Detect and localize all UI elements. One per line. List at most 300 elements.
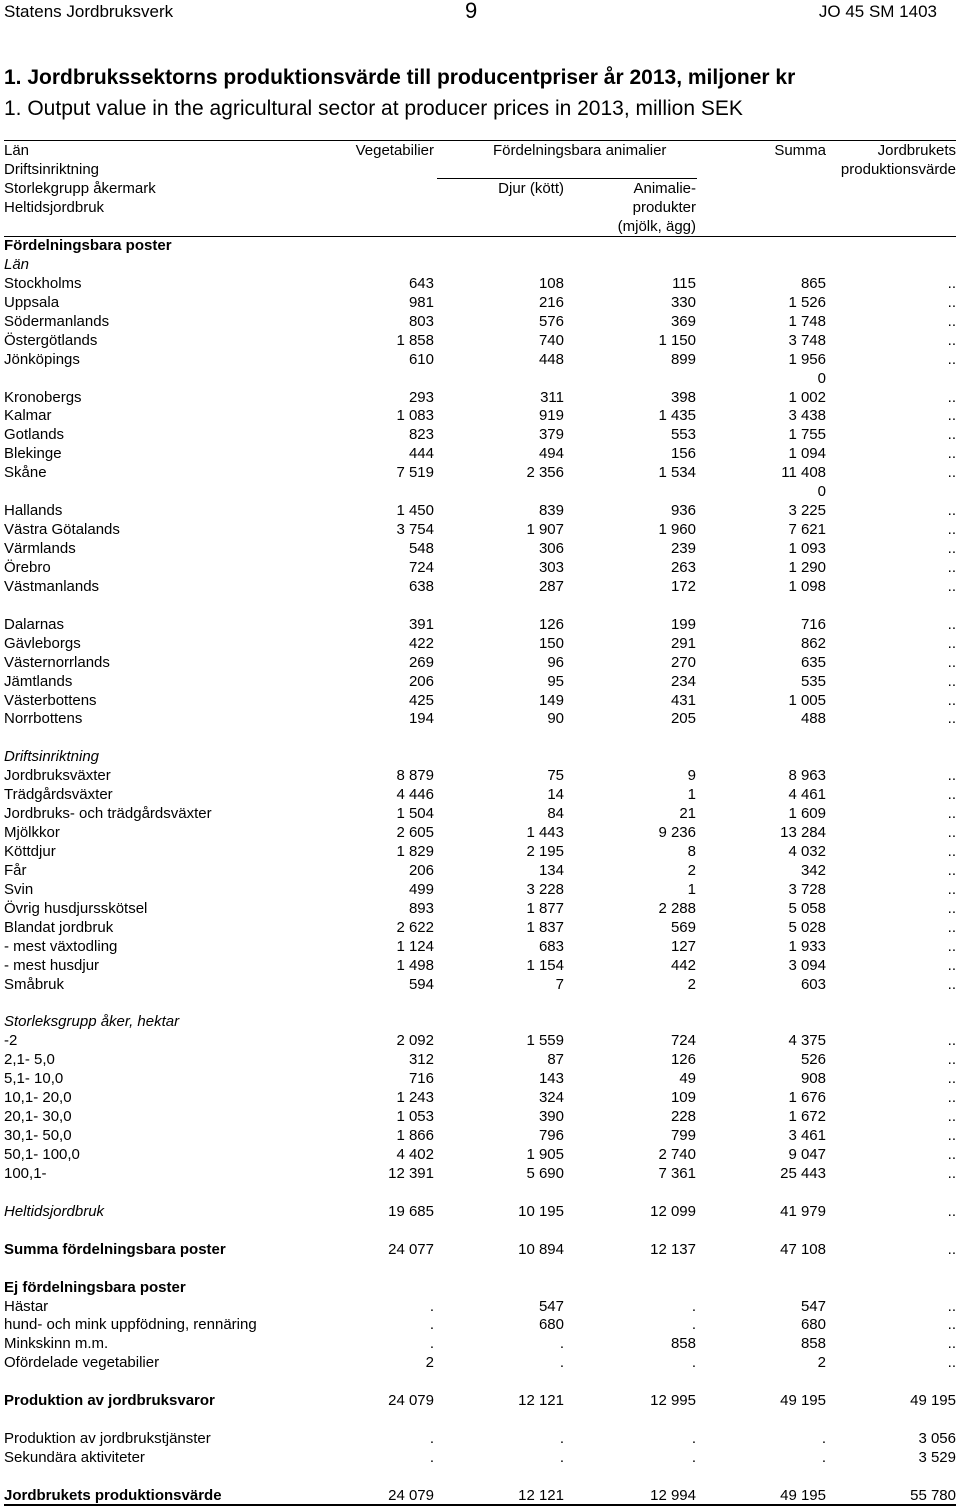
- table-row: [0, 1127, 960, 1146]
- table-row: [0, 616, 960, 635]
- cell-produktionsvarde: 3 056: [918, 1430, 956, 1448]
- cell-animalieprodukter: .: [691, 1297, 696, 1315]
- row-label: Jordbruksväxter: [4, 767, 111, 785]
- cell-produktionsvarde: ..: [947, 1202, 956, 1220]
- cell-summa: 1 002: [788, 388, 826, 406]
- table-row: [0, 1013, 960, 1032]
- cell-vegetabilier: 4 402: [396, 1146, 434, 1163]
- table-row: [0, 502, 960, 521]
- cell-produktionsvarde: ..: [947, 615, 956, 633]
- cell-summa: 547: [800, 1297, 826, 1315]
- table-row: [0, 1184, 960, 1203]
- cell-produktionsvarde: 55 780: [910, 1486, 956, 1504]
- row-label: Jämtlands: [4, 672, 73, 690]
- cell-summa: 488: [800, 710, 826, 728]
- cell-animalieprodukter: 234: [670, 672, 696, 690]
- row-label: Jordbrukets produktionsvärde: [4, 1486, 222, 1504]
- cell-produktionsvarde: ..: [947, 956, 956, 974]
- cell-summa: 41 979: [780, 1202, 826, 1220]
- cell-animalieprodukter: 442: [670, 956, 696, 974]
- cell-vegetabilier: 444: [408, 445, 434, 463]
- cell-vegetabilier: .: [429, 1449, 434, 1466]
- table-row: [0, 1260, 960, 1279]
- cell-produktionsvarde: ..: [947, 293, 956, 311]
- table-row: [0, 351, 960, 370]
- cell-produktionsvarde: ..: [947, 521, 956, 539]
- table-row: [0, 521, 960, 540]
- cell-summa: 526: [800, 1051, 826, 1069]
- cell-vegetabilier: 8 879: [396, 767, 434, 785]
- table-row: [0, 824, 960, 843]
- cell-produktionsvarde: ..: [947, 1297, 956, 1315]
- cell-animalieprodukter: 7 361: [658, 1164, 696, 1182]
- cell-vegetabilier: 2 092: [396, 1032, 434, 1050]
- cell-summa: 603: [800, 975, 826, 993]
- cell-summa: 1 748: [788, 312, 826, 330]
- cell-animalieprodukter: 21: [679, 805, 696, 823]
- cell-vegetabilier: 803: [408, 312, 434, 330]
- cell-summa: 1 755: [788, 426, 826, 444]
- cell-produktionsvarde: ..: [947, 1335, 956, 1353]
- cell-animalieprodukter: 127: [670, 937, 696, 955]
- cell-summa: 858: [800, 1335, 826, 1353]
- row-label: Värmlands: [4, 540, 76, 557]
- row-label: Blandat jordbruk: [4, 918, 114, 936]
- col-header-produktionsvarde: produktionsvärde: [840, 161, 956, 178]
- cell-animalieprodukter: 569: [670, 918, 696, 936]
- cell-djur-kott: 1 443: [526, 824, 564, 842]
- cell-animalieprodukter: 724: [670, 1032, 696, 1050]
- cell-djur-kott: 12 121: [518, 1392, 564, 1410]
- cell-vegetabilier: 499: [408, 880, 434, 898]
- table-row: [0, 275, 960, 294]
- cell-produktionsvarde: ..: [947, 1146, 956, 1163]
- cell-summa: 0: [817, 483, 826, 501]
- table-title-swedish: 1. Jordbrukssektorns produktionsvärde till producentpriser år 2013, miljoner kr: [4, 66, 796, 89]
- cell-summa: 1 093: [788, 540, 826, 557]
- cell-summa: 3 461: [788, 1127, 826, 1145]
- cell-animalieprodukter: 1 960: [658, 521, 696, 539]
- table-row: [0, 692, 960, 711]
- cell-vegetabilier: 1 243: [396, 1089, 434, 1107]
- cell-produktionsvarde: ..: [947, 445, 956, 463]
- cell-produktionsvarde: ..: [947, 464, 956, 482]
- table-row: [0, 654, 960, 673]
- cell-vegetabilier: 194: [408, 710, 434, 728]
- page-number: 9: [465, 0, 478, 23]
- cell-animalieprodukter: 270: [670, 653, 696, 671]
- table-row: [0, 578, 960, 597]
- cell-vegetabilier: 724: [408, 558, 434, 576]
- cell-animalieprodukter: 431: [670, 691, 696, 709]
- cell-djur-kott: .: [559, 1430, 564, 1448]
- cell-produktionsvarde: ..: [947, 312, 956, 330]
- table-row: [0, 370, 960, 389]
- table-row: [0, 445, 960, 464]
- cell-vegetabilier: 981: [408, 293, 434, 311]
- cell-vegetabilier: 1 124: [396, 937, 434, 955]
- cell-djur-kott: 134: [538, 861, 564, 879]
- cell-animalieprodukter: 126: [670, 1051, 696, 1069]
- row-label: Sekundära aktiviteter: [4, 1449, 145, 1466]
- cell-produktionsvarde: ..: [947, 1051, 956, 1069]
- cell-vegetabilier: 12 391: [388, 1164, 434, 1182]
- cell-djur-kott: 919: [538, 407, 564, 425]
- cell-summa: 4 375: [788, 1032, 826, 1050]
- cell-summa: 3 094: [788, 956, 826, 974]
- cell-animalieprodukter: 12 099: [650, 1202, 696, 1220]
- cell-vegetabilier: 2: [425, 1354, 434, 1372]
- cell-djur-kott: 839: [538, 502, 564, 520]
- cell-vegetabilier: 24 079: [388, 1486, 434, 1504]
- cell-djur-kott: 324: [538, 1089, 564, 1107]
- table-row: [0, 597, 960, 616]
- cell-vegetabilier: .: [429, 1297, 434, 1315]
- cell-djur-kott: .: [559, 1449, 564, 1466]
- cell-summa: 49 195: [780, 1486, 826, 1504]
- table-row: [0, 1108, 960, 1127]
- page-header: [0, 0, 960, 24]
- row-label: Uppsala: [4, 293, 60, 311]
- cell-animalieprodukter: 2: [687, 975, 696, 993]
- row-label: Jordbruks- och trädgårdsväxter: [4, 805, 212, 823]
- table-row: [0, 957, 960, 976]
- cell-vegetabilier: 293: [408, 388, 434, 406]
- row-label: Blekinge: [4, 445, 62, 463]
- row-label: Övrig husdjursskötsel: [4, 899, 148, 917]
- cell-produktionsvarde: ..: [947, 1089, 956, 1107]
- cell-summa: 7 621: [788, 521, 826, 539]
- cell-vegetabilier: 716: [408, 1070, 434, 1088]
- table-row: [0, 389, 960, 408]
- row-label: Skåne: [4, 464, 47, 482]
- cell-produktionsvarde: ..: [947, 653, 956, 671]
- cell-produktionsvarde: ..: [947, 805, 956, 823]
- cell-vegetabilier: 643: [408, 274, 434, 292]
- table-row: [0, 748, 960, 767]
- cell-djur-kott: 306: [538, 540, 564, 557]
- cell-produktionsvarde: ..: [947, 937, 956, 955]
- cell-produktionsvarde: ..: [947, 388, 956, 406]
- cell-djur-kott: .: [559, 1335, 564, 1353]
- cell-summa: 4 032: [788, 843, 826, 860]
- cell-summa: 680: [800, 1316, 826, 1334]
- cell-animalieprodukter: 109: [670, 1089, 696, 1107]
- table-row: [0, 843, 960, 862]
- cell-animalieprodukter: 2 740: [658, 1146, 696, 1163]
- table-row: [0, 1316, 960, 1335]
- table-row: [0, 1203, 960, 1222]
- cell-summa: 862: [800, 634, 826, 652]
- row-label: Södermanlands: [4, 312, 110, 330]
- row-label: Svin: [4, 880, 34, 898]
- cell-produktionsvarde: 49 195: [910, 1392, 956, 1410]
- row-label: Småbruk: [4, 975, 65, 993]
- table-row: [0, 862, 960, 881]
- cell-produktionsvarde: ..: [947, 274, 956, 292]
- cell-djur-kott: 390: [538, 1108, 564, 1126]
- cell-djur-kott: 96: [547, 653, 564, 671]
- row-label: Får: [4, 861, 27, 879]
- cell-vegetabilier: 823: [408, 426, 434, 444]
- row-label: Ej fördelningsbara poster: [4, 1278, 186, 1296]
- cell-vegetabilier: 425: [408, 691, 434, 709]
- cell-vegetabilier: 3 754: [396, 521, 434, 539]
- cell-animalieprodukter: 9: [687, 767, 696, 785]
- cell-vegetabilier: 1 504: [396, 805, 434, 823]
- col-header-animalier-group: Fördelningsbara animalier: [493, 142, 667, 159]
- cell-animalieprodukter: 553: [670, 426, 696, 444]
- cell-djur-kott: 2 195: [526, 843, 564, 860]
- cell-summa: 342: [800, 861, 826, 879]
- cell-produktionsvarde: ..: [947, 861, 956, 879]
- cell-animalieprodukter: .: [691, 1354, 696, 1372]
- table-row: [0, 559, 960, 578]
- cell-animalieprodukter: .: [691, 1449, 696, 1466]
- cell-animalieprodukter: .: [691, 1316, 696, 1334]
- cell-animalieprodukter: 12 995: [650, 1392, 696, 1410]
- cell-vegetabilier: 548: [408, 540, 434, 557]
- table-row: [0, 1089, 960, 1108]
- cell-summa: 5 028: [788, 918, 826, 936]
- cell-produktionsvarde: ..: [947, 1127, 956, 1145]
- cell-animalieprodukter: 398: [670, 388, 696, 406]
- cell-summa: 1 005: [788, 691, 826, 709]
- cell-djur-kott: 379: [538, 426, 564, 444]
- cell-summa: 716: [800, 615, 826, 633]
- table-row: [0, 1449, 960, 1468]
- cell-djur-kott: 149: [538, 691, 564, 709]
- cell-vegetabilier: 1 829: [396, 843, 434, 860]
- cell-summa: 4 461: [788, 786, 826, 804]
- cell-summa: 1 609: [788, 805, 826, 823]
- cell-summa: 1 933: [788, 937, 826, 955]
- cell-summa: 13 284: [780, 824, 826, 842]
- cell-animalieprodukter: 1 534: [658, 464, 696, 482]
- row-label: 100,1-: [4, 1164, 47, 1182]
- row-label: Norrbottens: [4, 710, 83, 728]
- cell-produktionsvarde: ..: [947, 540, 956, 557]
- cell-vegetabilier: 610: [408, 350, 434, 368]
- cell-vegetabilier: 594: [408, 975, 434, 993]
- cell-vegetabilier: 4 446: [396, 786, 434, 804]
- cell-summa: 47 108: [780, 1240, 826, 1258]
- table-row: [0, 919, 960, 938]
- row-label: Län: [4, 255, 30, 273]
- cell-djur-kott: 448: [538, 350, 564, 368]
- cell-vegetabilier: .: [429, 1430, 434, 1448]
- row-label: 2,1- 5,0: [4, 1051, 55, 1069]
- cell-produktionsvarde: ..: [947, 691, 956, 709]
- cell-summa: 1 094: [788, 445, 826, 463]
- col-header-animalieprodukter-3: (mjölk, ägg): [617, 218, 696, 235]
- table-row: [0, 1392, 960, 1411]
- row-label: 5,1- 10,0: [4, 1070, 64, 1088]
- table-row: [0, 1165, 960, 1184]
- table-row: [0, 1222, 960, 1241]
- cell-summa: 25 443: [780, 1164, 826, 1182]
- cell-vegetabilier: 24 079: [388, 1392, 434, 1410]
- cell-djur-kott: 84: [547, 805, 564, 823]
- row-label: Västernorrlands: [4, 653, 110, 671]
- cell-summa: 635: [800, 653, 826, 671]
- cell-animalieprodukter: 291: [670, 634, 696, 652]
- cell-vegetabilier: 1 083: [396, 407, 434, 425]
- table-row: [0, 313, 960, 332]
- cell-produktionsvarde: ..: [947, 426, 956, 444]
- cell-summa: 1 676: [788, 1089, 826, 1107]
- cell-animalieprodukter: 1: [687, 786, 696, 804]
- cell-summa: 3 438: [788, 407, 826, 425]
- cell-djur-kott: 311: [540, 388, 564, 406]
- row-label: Örebro: [4, 558, 51, 576]
- cell-produktionsvarde: ..: [947, 502, 956, 520]
- cell-produktionsvarde: ..: [947, 558, 956, 576]
- header-top-rule: [4, 140, 956, 141]
- cell-produktionsvarde: ..: [947, 672, 956, 690]
- row-label: Västra Götalands: [4, 521, 120, 539]
- cell-animalieprodukter: 1 435: [658, 407, 696, 425]
- cell-animalieprodukter: 172: [670, 577, 696, 595]
- table-row: [0, 995, 960, 1014]
- cell-vegetabilier: 7 519: [396, 464, 434, 482]
- cell-animalieprodukter: 49: [679, 1070, 696, 1088]
- cell-summa: .: [821, 1430, 826, 1448]
- row-label: Mjölkkor: [4, 824, 60, 842]
- cell-djur-kott: 576: [538, 312, 564, 330]
- cell-summa: 1 098: [788, 577, 826, 595]
- cell-djur-kott: 14: [547, 786, 564, 804]
- cell-animalieprodukter: 8: [687, 843, 696, 860]
- cell-vegetabilier: 312: [408, 1051, 434, 1069]
- stub-header-heltidsjordbruk: Heltidsjordbruk: [4, 199, 105, 216]
- cell-animalieprodukter: 9 236: [658, 824, 696, 842]
- stub-header-lan: Län: [4, 142, 30, 159]
- row-label: Fördelningsbara poster: [4, 237, 172, 254]
- cell-animalieprodukter: 330: [670, 293, 696, 311]
- cell-vegetabilier: 19 685: [388, 1202, 434, 1220]
- cell-produktionsvarde: ..: [947, 634, 956, 652]
- cell-djur-kott: 3 228: [526, 880, 564, 898]
- row-label: Östergötlands: [4, 331, 98, 349]
- col-header-jordbrukets: Jordbrukets: [877, 142, 956, 159]
- cell-summa: 49 195: [780, 1392, 826, 1410]
- cell-vegetabilier: 1 858: [396, 331, 434, 349]
- cell-summa: 11 408: [781, 464, 826, 482]
- cell-djur-kott: 796: [538, 1127, 564, 1145]
- cell-vegetabilier: 391: [408, 615, 434, 633]
- cell-produktionsvarde: ..: [947, 1354, 956, 1372]
- row-label: Hästar: [4, 1297, 49, 1315]
- cell-produktionsvarde: ..: [947, 918, 956, 936]
- cell-djur-kott: 95: [547, 672, 564, 690]
- cell-summa: 1 290: [788, 558, 826, 576]
- row-label: Produktion av jordbrukstjänster: [4, 1430, 211, 1448]
- cell-summa: 1 526: [788, 293, 826, 311]
- cell-summa: 865: [800, 274, 826, 292]
- cell-produktionsvarde: ..: [947, 577, 956, 595]
- cell-djur-kott: 287: [538, 577, 564, 595]
- table-row: [0, 1051, 960, 1070]
- cell-djur-kott: 1 837: [526, 918, 564, 936]
- cell-summa: 3 225: [788, 502, 826, 520]
- cell-vegetabilier: 1 498: [396, 956, 434, 974]
- table-row: [0, 729, 960, 748]
- row-label: 30,1- 50,0: [4, 1127, 72, 1145]
- cell-vegetabilier: .: [429, 1335, 434, 1353]
- table-row: [0, 786, 960, 805]
- cell-djur-kott: 216: [538, 293, 564, 311]
- cell-produktionsvarde: ..: [947, 786, 956, 804]
- row-label: 50,1- 100,0: [4, 1146, 80, 1163]
- table-row: [0, 1468, 960, 1487]
- animalier-group-rule: [437, 178, 697, 179]
- header-agency: Statens Jordbruksverk: [4, 2, 174, 21]
- cell-djur-kott: 108: [538, 274, 564, 292]
- cell-djur-kott: 7: [555, 975, 564, 993]
- row-label: - mest husdjur: [4, 956, 100, 974]
- stub-header-storlekgrupp: Storlekgrupp åkermark: [4, 180, 156, 197]
- cell-vegetabilier: 1 866: [396, 1127, 434, 1145]
- col-header-vegetabilier: Vegetabilier: [355, 142, 434, 159]
- cell-djur-kott: 126: [538, 615, 564, 633]
- table-row: [0, 767, 960, 786]
- row-label: Kalmar: [4, 407, 52, 425]
- table-row: [0, 881, 960, 900]
- cell-vegetabilier: 206: [408, 861, 434, 879]
- cell-animalieprodukter: 156: [670, 445, 696, 463]
- table-row: [0, 1070, 960, 1089]
- cell-animalieprodukter: 115: [672, 274, 696, 292]
- row-label: Produktion av jordbruksvaror: [4, 1392, 215, 1410]
- table-title-english: 1. Output value in the agricultural sector at producer prices in 2013, million SEK: [4, 97, 743, 120]
- table-row: [0, 540, 960, 559]
- row-label: Stockholms: [4, 274, 82, 292]
- cell-djur-kott: 683: [538, 937, 564, 955]
- row-label: Storleksgrupp åker, hektar: [4, 1013, 180, 1031]
- cell-djur-kott: 1 905: [526, 1146, 564, 1163]
- table-row: [0, 976, 960, 995]
- table-row: [0, 1335, 960, 1354]
- col-header-summa: Summa: [774, 142, 826, 159]
- cell-djur-kott: 10 894: [518, 1240, 564, 1258]
- cell-animalieprodukter: .: [691, 1430, 696, 1448]
- cell-animalieprodukter: 1 150: [658, 331, 696, 349]
- cell-vegetabilier: 1 053: [396, 1108, 434, 1126]
- cell-animalieprodukter: 899: [670, 350, 696, 368]
- cell-animalieprodukter: 369: [670, 312, 696, 330]
- col-header-animalieprodukter-2: produkter: [632, 199, 696, 216]
- row-label: -2: [4, 1032, 18, 1050]
- cell-djur-kott: 10 195: [518, 1202, 564, 1220]
- cell-animalieprodukter: 228: [670, 1108, 696, 1126]
- stub-header-driftsinriktning: Driftsinriktning: [4, 161, 100, 178]
- cell-summa: 3 748: [788, 331, 826, 349]
- cell-produktionsvarde: ..: [947, 407, 956, 425]
- cell-animalieprodukter: 1: [687, 880, 696, 898]
- cell-produktionsvarde: ..: [947, 1108, 956, 1126]
- row-label: Västmanlands: [4, 577, 100, 595]
- cell-vegetabilier: 893: [408, 899, 434, 917]
- table-row: [0, 237, 960, 256]
- table-row: [0, 1298, 960, 1317]
- row-label: Trädgårdsväxter: [4, 786, 113, 804]
- cell-vegetabilier: 1 450: [396, 502, 434, 520]
- row-label: Gävleborgs: [4, 634, 81, 652]
- cell-vegetabilier: .: [429, 1316, 434, 1334]
- cell-vegetabilier: 638: [408, 577, 434, 595]
- col-header-animalieprodukter-1: Animalie-: [633, 180, 696, 197]
